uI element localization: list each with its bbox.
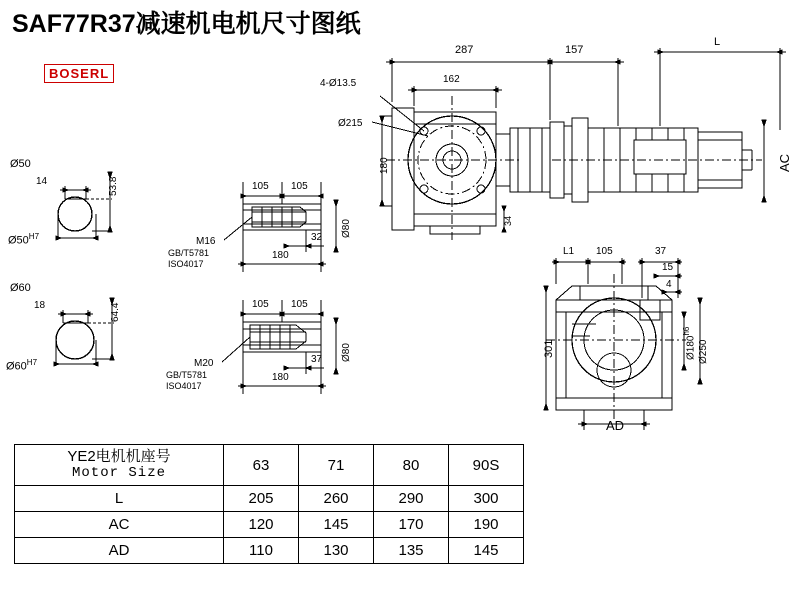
- hollow-bottom-standard-2: ISO4017: [166, 381, 202, 391]
- table-cell: 120: [224, 512, 299, 538]
- brand-logo: BOSERL: [44, 64, 114, 83]
- dim-250-label: Ø250: [698, 339, 709, 364]
- hollow-bottom-bolt-label: M20: [194, 358, 214, 369]
- table-cell: 145: [299, 512, 374, 538]
- table-row-label-AC: AC: [15, 512, 224, 538]
- hollow-top-dim-total: 180: [272, 250, 289, 261]
- table-size-71: 71: [299, 445, 374, 486]
- dim-4-label: 4: [666, 279, 672, 290]
- dim-34-label: 34: [503, 215, 513, 226]
- shaft-view-bottom: [54, 298, 114, 366]
- dim-L-label: L: [714, 36, 721, 48]
- table-cell: 130: [299, 538, 374, 564]
- dim-AD-label: AD: [606, 418, 625, 433]
- dim-180h6-value: Ø180: [685, 335, 697, 360]
- shaft-bottom-fit-label: [6, 358, 37, 373]
- table-cell: 170: [374, 512, 449, 538]
- end-view: [544, 258, 702, 430]
- table-size-80: 80: [374, 445, 449, 486]
- hollow-top-dim-right: 105: [291, 181, 308, 192]
- hollow-top-bore-label: Ø80: [341, 219, 352, 238]
- motor-size-table: [14, 444, 524, 564]
- main-assembly-view: [372, 48, 786, 240]
- dim-37-label: 37: [655, 246, 667, 257]
- hollow-top-standard-1: GB/T5781: [168, 248, 210, 258]
- hollow-top-dim-inner: 32: [311, 232, 323, 243]
- shaft-bottom-fit-tolerance: H7: [26, 358, 38, 367]
- hollow-top-dim-left: 105: [252, 181, 269, 192]
- dim-180h6-label: [682, 327, 696, 360]
- page-title: SAF77R37减速机电机尺寸图纸: [12, 10, 361, 38]
- dim-L1-label: L1: [563, 246, 575, 257]
- dim-180-label: 180: [379, 157, 390, 174]
- hollow-top-bolt-label: M16: [196, 236, 216, 247]
- table-size-63: 63: [224, 445, 299, 486]
- shaft-top-diameter-label: Ø50: [10, 158, 31, 170]
- hollow-top-standard-2: ISO4017: [168, 259, 204, 269]
- hollow-bottom-dim-right: 105: [291, 299, 308, 310]
- table-row: [15, 538, 524, 564]
- shaft-bottom-height-label: 64.4: [110, 302, 121, 322]
- table-cell: 135: [374, 538, 449, 564]
- table-row: [15, 512, 524, 538]
- hollow-bottom-dim-inner: 37: [311, 354, 323, 365]
- table-row: [15, 486, 524, 512]
- dim-15-label: 15: [662, 262, 674, 273]
- shaft-bottom-diameter-label: Ø60: [10, 282, 31, 294]
- shaft-view-top: [56, 172, 112, 240]
- shaft-bottom-fit-value: Ø60: [6, 360, 27, 373]
- table-row-label-AD: AD: [15, 538, 224, 564]
- dim-105-label: 105: [596, 246, 613, 257]
- table-size-90s: 90S: [449, 445, 524, 486]
- table-cell: 300: [449, 486, 524, 512]
- shaft-bottom-key-width-label: 18: [34, 300, 46, 311]
- hollow-bottom-dim-left: 105: [252, 299, 269, 310]
- shaft-top-height-label: 53.8: [108, 176, 119, 196]
- shaft-top-fit-tolerance: H7: [28, 232, 40, 241]
- table-row-label-L: L: [15, 486, 224, 512]
- table-cell: 260: [299, 486, 374, 512]
- table-row: [15, 445, 524, 486]
- hollow-bottom-standard-1: GB/T5781: [166, 370, 208, 380]
- table-cell: 110: [224, 538, 299, 564]
- table-cell: 190: [449, 512, 524, 538]
- dim-287-label: 287: [455, 44, 474, 56]
- hollow-bottom-dim-total: 180: [272, 372, 289, 383]
- dim-AC-label: AC: [777, 153, 792, 172]
- table-header-cell: [15, 445, 224, 486]
- hollow-bottom-bore-label: Ø80: [341, 343, 352, 362]
- table-header-en: Motor Size: [71, 465, 166, 481]
- table-header-cn: YE2电机机座号: [67, 448, 171, 465]
- dim-180h6-tolerance: h6: [682, 326, 691, 336]
- pcd-callout-label: Ø215: [338, 118, 363, 129]
- dim-157-label: 157: [565, 44, 584, 56]
- table-cell: 205: [224, 486, 299, 512]
- table-cell: 145: [449, 538, 524, 564]
- dim-301-label: 301: [543, 339, 555, 358]
- shaft-top-key-width-label: 14: [36, 176, 48, 187]
- table-cell: 290: [374, 486, 449, 512]
- dim-162-label: 162: [443, 74, 460, 85]
- shaft-top-fit-value: Ø50: [8, 234, 29, 247]
- shaft-top-fit-label: [8, 232, 39, 247]
- holes-callout-label: 4-Ø13.5: [320, 78, 357, 89]
